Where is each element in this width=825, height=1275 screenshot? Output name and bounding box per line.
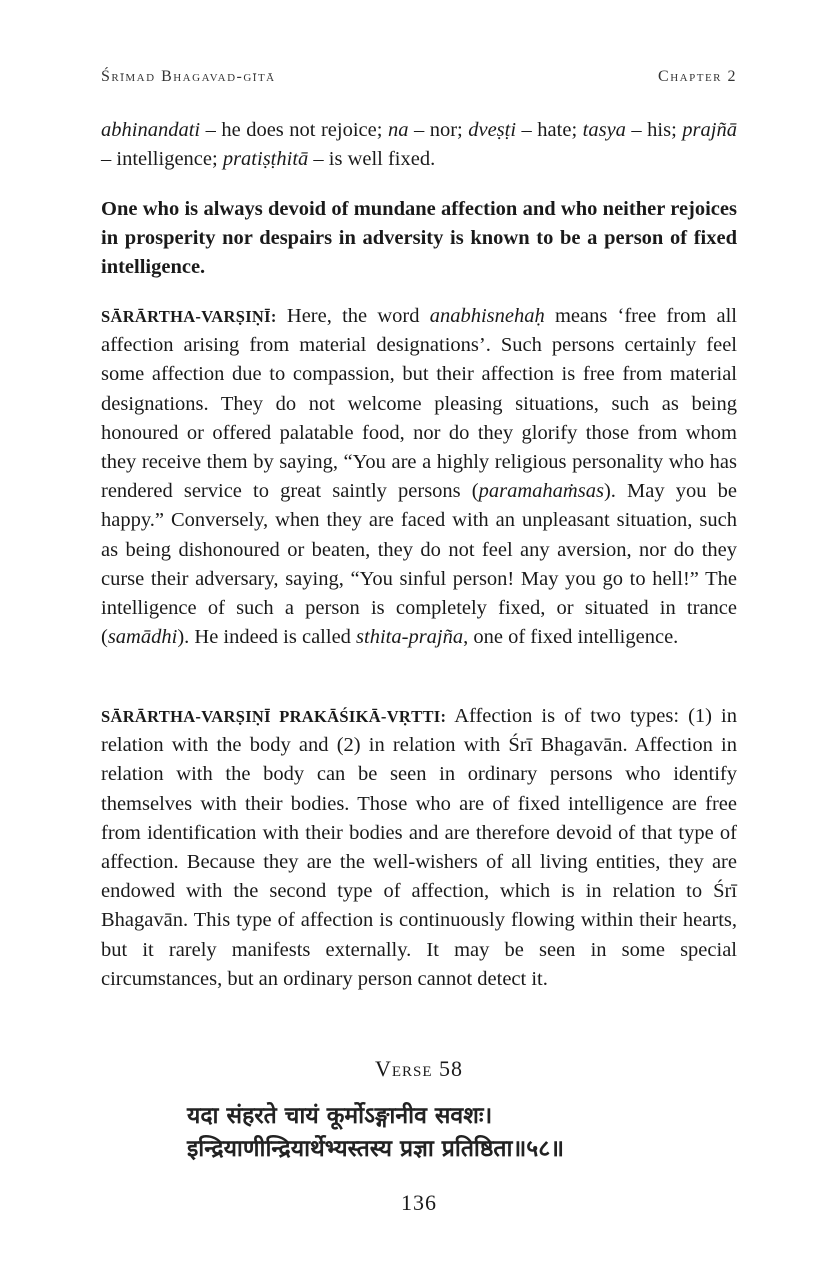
sanskrit-verse-line-2: इन्द्रियाणीन्द्रियार्थेभ्यस्तस्य प्रज्ञा प्रतिष्ठिता॥५८॥: [187, 1136, 564, 1162]
translation-text: One who is always devoid of mundane affection and who neither rejoices in prosperity nor despairs in adversity is known to be a person of fixed intelligence.: [101, 198, 737, 278]
synonym-meaning: – his;: [625, 119, 683, 141]
synonym-term: pratiṣṭhitā: [222, 148, 309, 171]
synonym-meaning: – he does not rejoice;: [200, 119, 388, 141]
commentary-term: paramahaṁsas: [478, 480, 604, 503]
commentary-prakasika-vrtti: [101, 702, 737, 994]
synonym-term: dveṣṭi: [468, 119, 517, 141]
running-header: [101, 68, 737, 86]
synonym-term: na: [387, 119, 409, 141]
verse-heading: Verse 58: [374, 1056, 464, 1081]
synonym-term: tasya: [582, 119, 626, 141]
commentary-sarartha-varsini: [101, 302, 737, 652]
page-number: 136: [401, 1190, 437, 1215]
synonym-term: prajñā: [682, 119, 737, 141]
synonym-meaning: – nor;: [408, 119, 469, 141]
word-synonyms: [101, 116, 737, 174]
commentary-term: sthita-prajña: [356, 626, 464, 649]
commentary-label: SĀRĀRTHA-VARṢIṆĪ:: [101, 307, 277, 326]
commentary2-label: SĀRĀRTHA-VARṢIṆĪ PRAKĀŚIKĀ-VṚTTI:: [101, 707, 447, 726]
commentary-term: anabhisnehaḥ: [429, 305, 545, 327]
synonym-term: abhinandati: [101, 119, 201, 141]
commentary2-text: Affection is of two types: (1) in relation with the body and (2) in relation with Śrī Bhagavān. Affection in relation with the body can be seen in ordinary persons who identify themselves with their bodies. Those who are of fixed intelligence are free from identification with their bodies and are therefore devoid of that type of affection. Because they are the well-wishers of all living entities, they are endowed with the second type of affection, which is in relation to Śrī Bhagavān. This type of affection is continuously flowing within their hearts, but it rarely manifests externally. It may be seen in some special circumstances, but an ordinary person cannot detect it.: [101, 705, 737, 990]
verse-translation: [101, 195, 737, 282]
commentary-text: means ‘free from all affection arising from material designations’. Such persons certainly feel some affection due to compassion, but their affection is free from material designations. They do not welcome pleasing situations, such as being honoured or offered palatable food, nor do they glorify those from whom they receive them by saying, “You are a highly religious personality who has rendered service to great saintly persons (: [101, 305, 737, 503]
commentary-text: Here, the word: [276, 305, 430, 327]
chapter-label: Chapter 2: [658, 68, 737, 85]
commentary-text: ). He indeed is called: [177, 626, 357, 649]
synonym-meaning: – hate;: [516, 119, 583, 141]
sanskrit-verse-line-1: यदा संहरते चायं कूर्मोऽङ्गानीव सवशः।: [187, 1103, 493, 1129]
book-title: Śrīmad Bhagavad-gītā: [101, 68, 276, 85]
commentary-term: samādhi: [107, 626, 178, 649]
commentary-text: , one of fixed intelligence.: [463, 626, 679, 649]
synonym-meaning: – intelligence;: [101, 148, 223, 171]
commentary-text: ). May you be happy.” Conversely, when they are faced with an unpleasant situation, such as being dishonoured or beaten, they do not feel any aversion, nor do they curse their adversary, saying, “You sinful person! May you go to hell!” The intelligence of such a person is completely fixed, or situated in trance (: [101, 480, 737, 649]
synonym-meaning: – is well fixed.: [308, 148, 436, 171]
